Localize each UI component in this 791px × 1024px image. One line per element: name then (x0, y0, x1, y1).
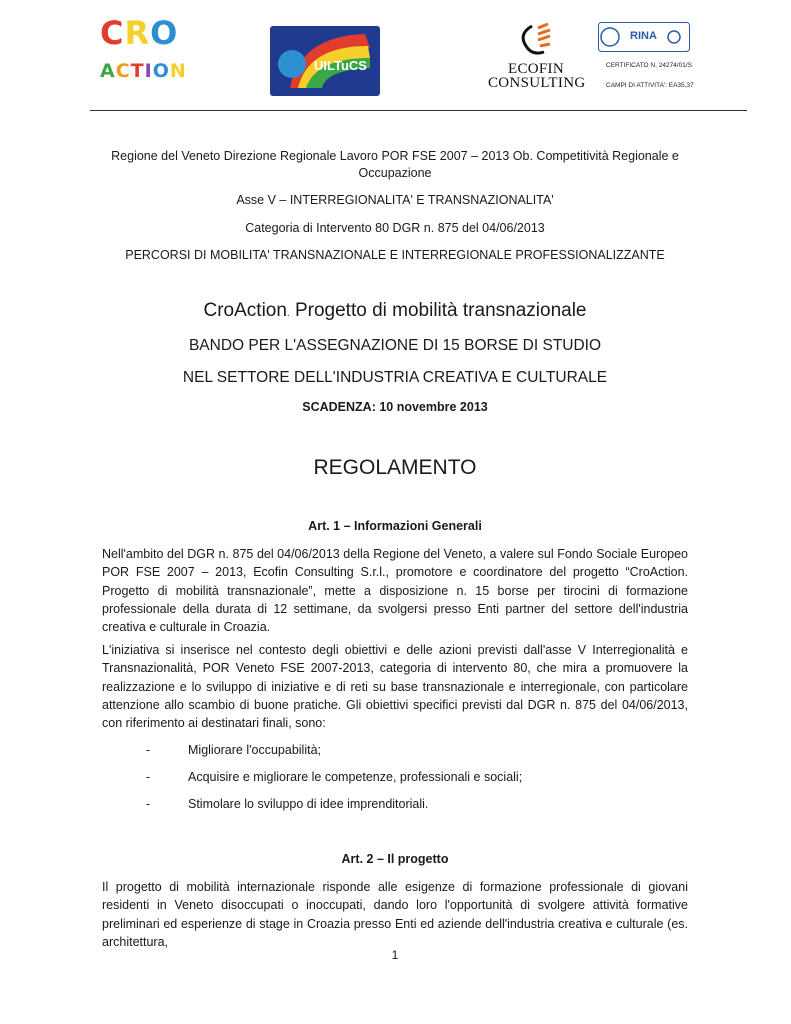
croaction-logo (100, 14, 187, 94)
art1-paragraph-1: Nell'ambito del DGR n. 875 del 04/06/2013 della Regione del Veneto, a valere sul Fondo Sociale Europeo POR FSE 2007 – 2013, Ecofin Consulting S.r.l., promotore e coordinatore del progetto “CroAction. Progetto di mobilità transnazionale”, mette a disposizione n. 15 borse per tirocini di formazione professionale della durata di 12 settimane, da svolgersi presso Enti partner del settore dell'industria creativa e culturale in Croazia. (102, 547, 688, 635)
rina-certification-logo (598, 22, 690, 52)
list-item: - Acquisire e migliorare le competenze, professionali e sociali; (146, 770, 523, 784)
ecofin-icon (488, 22, 584, 62)
regolamento-heading: REGOLAMENTO (313, 456, 477, 479)
rina-logo-text: RINA (630, 30, 657, 42)
art1-paragraph-2: L'iniziativa si inserisce nel contesto degli obiettivi e delle azioni previsti dall'asse V Interregionalità e Transnazionalità, POR Veneto FSE 2007-2013, categoria di intervento 80, che mira a promuovere la realizzazione e lo sviluppo di iniziative e di reti su base transnazionale e interregionale, con particolare attenzione allo scambio di buone pratiche. Gli obiettivi specifici previsti dal DGR n. 875 del 04/06/2013, con riferimento ai destinatari finali, sono: (102, 643, 688, 731)
list-item: - Migliorare l'occupabilità; (146, 743, 322, 757)
settore-subtitle: NEL SETTORE DELL'INDUSTRIA CREATIVA E CULTURALE (182, 369, 608, 386)
header-divider (90, 110, 747, 111)
ecofin-consulting-logo (488, 22, 584, 92)
intro-region-text: Regione del Veneto Direzione Regionale Lavoro POR FSE 2007 – 2013 Ob. Competitività Regionale e Occupazione (111, 149, 679, 180)
document-title: CroAction. Progetto di mobilità transnazionale (203, 300, 587, 321)
intro-asse: Asse V – INTERREGIONALITA' E TRANSNAZIONALITA' (236, 193, 554, 207)
bando-subtitle: BANDO PER L'ASSEGNAZIONE DI 15 BORSE DI STUDIO (188, 337, 602, 354)
intro-categoria: Categoria di Intervento 80 DGR n. 875 del 04/06/2013 (245, 221, 545, 235)
page-number: 1 (391, 948, 399, 962)
art2-paragraph-1: Il progetto di mobilità internazionale risponde alle esigenze di formazione professionale di giovani residenti in Veneto disoccupati o inoccupati, dando loro l'opportunità di svolgere attività formative preliminari ed esperienze di stage in Croazia presso Enti ed aziende dell'industria creativa e culturale (es. architettura, (102, 880, 688, 949)
art1-heading: Art. 1 – Informazioni Generali (308, 519, 482, 533)
art2-heading: Art. 2 – Il progetto (341, 852, 449, 866)
ecofin-logo-text: ECOFIN CONSULTING (488, 61, 586, 91)
activity-fields: CAMPI DI ATTIVITA': EA35,37 (606, 82, 694, 89)
certificate-number: CERTIFICATO N. 24274/01/S (606, 62, 692, 69)
uiltucs-logo (270, 26, 380, 96)
header (0, 0, 791, 110)
list-item: - Stimolare lo sviluppo di idee imprenditoriali. (146, 797, 429, 811)
croaction-logo-line1: CRO (100, 14, 179, 52)
uiltucs-logo-text: UILTuCS (314, 58, 367, 73)
deadline: SCADENZA: 10 novembre 2013 (302, 400, 488, 414)
croaction-logo-line2: ACTION (100, 60, 187, 82)
intro-percorsi: PERCORSI DI MOBILITA' TRANSNAZIONALE E INTERREGIONALE PROFESSIONALIZZANTE (125, 248, 665, 262)
